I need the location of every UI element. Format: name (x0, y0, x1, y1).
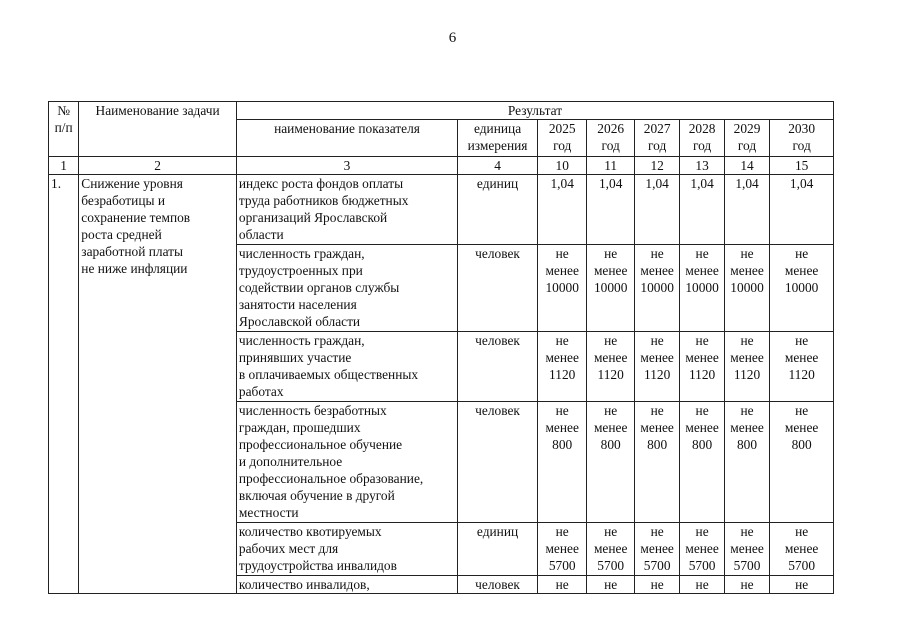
value-cell (680, 576, 724, 594)
value-cell (537, 402, 587, 523)
value-line: 5700 (643, 558, 671, 573)
table-row (49, 175, 834, 245)
value-line: менее (640, 263, 674, 278)
value-cell (634, 332, 679, 402)
value-line: менее (784, 420, 819, 435)
indicator-line: труда работников бюджетных (238, 193, 409, 208)
value-line: менее (784, 350, 819, 365)
value-line: менее (593, 350, 628, 365)
header-year-2028 (680, 120, 724, 157)
value-cell (587, 245, 634, 332)
indicator-line: трудоустройства инвалидов (238, 558, 397, 573)
value-line: менее (640, 541, 674, 556)
value-line: 1,04 (645, 176, 669, 191)
column-number: 13 (680, 157, 724, 175)
column-number: 11 (587, 157, 634, 175)
indicator-line: трудоустроенных при (238, 263, 363, 278)
value-line: не (795, 403, 809, 418)
value-line: 10000 (685, 280, 719, 295)
task-name-line: Снижение уровня (81, 176, 183, 191)
value-cell (724, 245, 769, 332)
indicator-line: принявших участие (238, 350, 352, 365)
header-row-1 (49, 102, 834, 120)
indicator-line: индекс роста фондов оплаты (238, 176, 404, 191)
value-line: не (695, 524, 709, 539)
value-line: менее (685, 263, 719, 278)
value-cell (724, 332, 769, 402)
indicator-line: численность граждан, (238, 333, 365, 348)
value-line: 1,04 (598, 176, 623, 191)
task-name-line: роста средней (81, 227, 162, 242)
value-cell (724, 175, 769, 245)
value-cell (537, 332, 587, 402)
value-cell (680, 402, 724, 523)
header-year-line: 2027 (643, 121, 671, 136)
value-line: не (740, 524, 754, 539)
indicator-line: работах (238, 384, 284, 399)
value-line: не (740, 577, 754, 592)
task-number: 1. (49, 175, 79, 594)
value-line: менее (640, 420, 674, 435)
column-number: 2 (79, 157, 237, 175)
header-year-line: год (601, 138, 620, 153)
header-year-line: год (648, 138, 667, 153)
value-line: не (555, 246, 569, 261)
unit-cell: человек (458, 576, 538, 594)
header-year-line: год (692, 138, 712, 153)
value-line: не (555, 403, 569, 418)
indicator-name (236, 332, 457, 402)
value-line: не (740, 403, 754, 418)
indicator-line: в оплачиваемых общественных (238, 367, 419, 382)
value-line: 1120 (733, 367, 761, 382)
value-line: 10000 (730, 280, 764, 295)
value-cell (770, 245, 834, 332)
value-line: не (695, 577, 709, 592)
value-line: 5700 (548, 558, 576, 573)
header-task: Наименование задачи (79, 102, 237, 157)
value-cell (724, 576, 769, 594)
value-cell (680, 245, 724, 332)
column-number: 14 (724, 157, 769, 175)
header-year-line: 2029 (733, 121, 761, 136)
results-table (48, 101, 834, 594)
value-line: 800 (552, 437, 573, 452)
unit-cell: единиц (458, 175, 538, 245)
header-year-line: 2030 (788, 121, 816, 136)
value-cell (680, 332, 724, 402)
header-year-2025 (537, 120, 587, 157)
value-cell (587, 402, 634, 523)
value-line: не (555, 524, 569, 539)
indicator-line: и дополнительное (238, 454, 343, 469)
indicator-line: содействии органов службы (238, 280, 400, 295)
value-line: менее (545, 541, 579, 556)
value-cell (537, 175, 587, 245)
value-line: менее (545, 350, 579, 365)
header-year-line: 2028 (688, 121, 716, 136)
value-cell (724, 523, 769, 576)
indicator-line: включая обучение в другой (238, 488, 395, 503)
value-cell (634, 245, 679, 332)
header-unit: единица измерения (458, 120, 538, 157)
indicator-line: профессиональное образование, (238, 471, 424, 486)
value-line: 10000 (545, 280, 579, 295)
value-line: не (695, 403, 709, 418)
header-year-line: год (737, 138, 757, 153)
value-line: 1120 (788, 367, 815, 382)
value-line: не (555, 577, 569, 592)
header-year-2027 (634, 120, 679, 157)
value-line: 1,04 (735, 176, 759, 191)
indicator-name (236, 402, 457, 523)
indicator-name (236, 175, 457, 245)
indicator-line: численность безработных (238, 403, 387, 418)
column-number: 3 (236, 157, 457, 175)
value-cell (587, 175, 634, 245)
value-line: менее (730, 350, 764, 365)
value-cell (770, 402, 834, 523)
task-name (79, 175, 237, 594)
value-line: не (795, 246, 809, 261)
value-line: не (795, 333, 809, 348)
task-name-line: безработицы и (81, 193, 165, 208)
unit-cell: человек (458, 245, 538, 332)
header-result: Результат (236, 102, 833, 120)
value-cell (680, 175, 724, 245)
value-cell (770, 576, 834, 594)
value-line: не (604, 577, 618, 592)
value-cell (634, 402, 679, 523)
value-line: не (795, 577, 809, 592)
table-body (49, 102, 834, 594)
value-line: не (650, 524, 664, 539)
value-cell (587, 576, 634, 594)
indicator-line: занятости населения (238, 297, 357, 312)
indicator-line: рабочих мест для (238, 541, 339, 556)
indicator-name (236, 245, 457, 332)
indicator-line: граждан, прошедших (238, 420, 361, 435)
column-number: 10 (537, 157, 587, 175)
task-name-line: сохранение темпов (81, 210, 191, 225)
value-cell (587, 523, 634, 576)
value-line: 10000 (784, 280, 819, 295)
value-line: не (695, 246, 709, 261)
header-num: № п/п (49, 102, 79, 157)
value-cell (634, 523, 679, 576)
value-line: 1120 (549, 367, 576, 382)
value-line: 5700 (788, 558, 816, 573)
value-line: не (604, 333, 618, 348)
value-line: 800 (692, 437, 713, 452)
value-line: менее (730, 541, 764, 556)
value-line: менее (730, 263, 764, 278)
value-line: 1,04 (550, 176, 574, 191)
indicator-line: области (238, 227, 284, 242)
indicator-name (236, 576, 457, 594)
value-line: 800 (736, 437, 758, 452)
header-year-line: год (792, 138, 811, 153)
indicator-line: местности (238, 505, 299, 520)
indicator-line: количество квотируемых (238, 524, 382, 539)
task-name-line: не ниже инфляции (81, 261, 188, 276)
value-cell (634, 576, 679, 594)
value-line: не (740, 246, 754, 261)
value-line: менее (685, 420, 719, 435)
value-line: не (555, 333, 569, 348)
value-line: не (695, 333, 709, 348)
value-line: не (795, 524, 809, 539)
value-cell (537, 245, 587, 332)
value-line: менее (593, 263, 628, 278)
value-line: не (650, 577, 664, 592)
value-line: 5700 (597, 558, 625, 573)
page-number: 6 (448, 30, 457, 46)
value-line: менее (545, 263, 579, 278)
value-cell (634, 175, 679, 245)
value-line: менее (640, 350, 674, 365)
unit-cell: человек (458, 402, 538, 523)
column-numbers-row (49, 157, 834, 175)
value-line: менее (593, 420, 628, 435)
column-number: 1 (49, 157, 79, 175)
value-line: менее (545, 420, 579, 435)
task-name-line: заработной платы (81, 244, 184, 259)
value-line: 800 (600, 437, 621, 452)
value-line: 1120 (644, 367, 671, 382)
value-line: менее (730, 420, 764, 435)
indicator-line: Ярославской области (238, 314, 361, 329)
value-line: 1120 (688, 367, 716, 382)
value-line: 10000 (593, 280, 628, 295)
value-cell (770, 332, 834, 402)
value-line: менее (685, 350, 719, 365)
value-line: 1120 (597, 367, 624, 382)
value-line: менее (685, 541, 719, 556)
value-cell (770, 175, 834, 245)
indicator-line: профессиональное обучение (238, 437, 403, 452)
column-number: 12 (634, 157, 679, 175)
value-cell (537, 576, 587, 594)
value-line: 10000 (640, 280, 674, 295)
header-year-line: 2026 (597, 121, 625, 136)
value-line: 5700 (733, 558, 761, 573)
indicator-line: организаций Ярославской (238, 210, 388, 225)
value-cell (680, 523, 724, 576)
value-line: не (740, 333, 754, 348)
column-number: 4 (458, 157, 538, 175)
value-line: не (604, 403, 618, 418)
header-year-2030 (770, 120, 834, 157)
value-line: не (650, 246, 664, 261)
value-line: 800 (647, 437, 668, 452)
value-line: 1,04 (789, 176, 814, 191)
value-line: менее (784, 263, 819, 278)
value-line: 800 (791, 437, 812, 452)
value-cell (770, 523, 834, 576)
header-year-2026 (587, 120, 634, 157)
value-line: 5700 (688, 558, 716, 573)
value-cell (587, 332, 634, 402)
value-line: не (650, 403, 664, 418)
unit-cell: человек (458, 332, 538, 402)
header-indicator: наименование показателя (236, 120, 457, 157)
unit-cell: единиц (458, 523, 538, 576)
header-year-line: 2025 (548, 121, 576, 136)
value-cell (537, 523, 587, 576)
header-year-line: год (553, 138, 572, 153)
value-line: не (604, 524, 618, 539)
indicator-name (236, 523, 457, 576)
value-line: не (604, 246, 618, 261)
value-line: 1,04 (690, 176, 714, 191)
indicator-line: численность граждан, (238, 246, 365, 261)
indicator-line: количество инвалидов, (238, 577, 370, 592)
header-year-2029 (724, 120, 769, 157)
value-cell (724, 402, 769, 523)
value-line: менее (784, 541, 819, 556)
value-line: менее (593, 541, 628, 556)
column-number: 15 (770, 157, 834, 175)
value-line: не (650, 333, 664, 348)
